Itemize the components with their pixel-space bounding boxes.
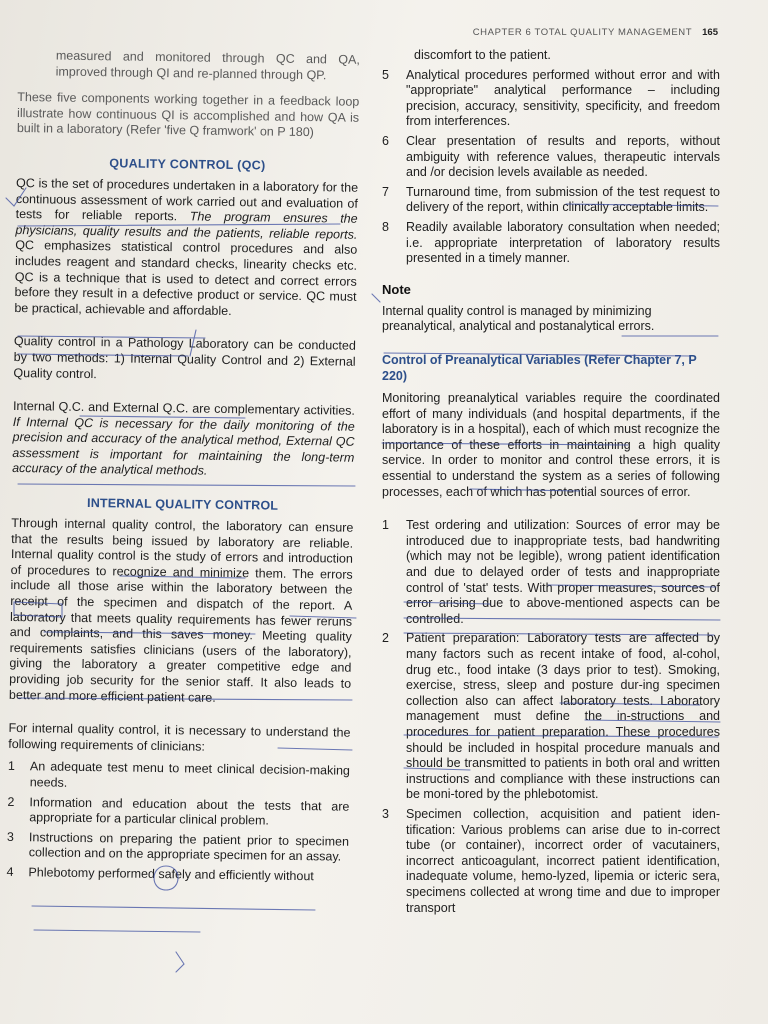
list-item-text: Analytical procedures performed without error and with "appropriate" analytical performance – including precision, accuracy, sensitivity, specificity, and freedom from interferences.: [406, 67, 720, 129]
list-number: 2: [7, 794, 15, 809]
list-number: 7: [382, 184, 389, 199]
requirement-item-7: [382, 185, 720, 216]
list-item-text: Turnaround time, from submission of the test request to delivery of the report, within clinically acceptable limits.: [406, 184, 720, 215]
list-number: 2: [382, 631, 389, 646]
list-item-text: Clear presentation of results and reports, without ambiguity with reference values, therapeutic intervals and /or decision levels available as needed.: [406, 133, 720, 180]
list-item-text: An adequate test menu to meet clinical decision-making needs.: [29, 759, 351, 790]
list-item-text: Patient preparation: Laboratory tests are affected by many factors such as recent intake of food, al-cohol, drug etc., food intake (3 days prior to test). Smoking, exercise, stress, sleep and posture dur-ing specimen collection also can affect laboratory tests. Laboratory management must define the in-structions and procedures for patient preparation. These procedures should be included in hospital procedure manuals and should be transmitted to patients in both oral and written instructions and compliance with these instructions can be moni-tored by the phlebotomist.: [406, 631, 720, 802]
iqc-paragraph: Through internal quality control, the laboratory can ensure that the results being issued by laboratory are reliable. Internal quality control is the study of errors and introduction of procedures to recognize and minimize them. The errors include all those arise within the laboratory between the receipt of the specimen and dispatch of the report. A laboratory that meets quality requirements has fewer reruns and complaints, and this saves money. Meeting quality requirements satisfies clinicians (users of the laboratory), giving the laboratory a greater competitive edge and providing job security for the senior staff. It also leads to better and more efficient patient care.: [8, 516, 354, 705]
list-number: 3: [382, 806, 389, 821]
preanalytical-process-list: [382, 518, 720, 916]
requirement-item-5: [382, 68, 720, 130]
requirement-item-8: [382, 220, 720, 267]
requirement-item-3: [7, 830, 349, 866]
process-item-3: [382, 807, 720, 916]
pen-underline-preparing: [34, 930, 200, 932]
pen-bracket-assay: [176, 952, 184, 972]
preanalytical-paragraph: Monitoring preanalytical variables require the coordinated effort of many individuals (and hospital departments, if the laboratory is in a hospital), each of which must recognize the importance of these efforts in maintaining a high quality service. In order to monitor and control these errors, it is essential to understand the system as a series of following processes, each of which has potential sources of error.: [382, 391, 720, 499]
note-text: Internal quality control is managed by minimizing preanalytical, analytical and postanalytical errors.: [382, 303, 655, 334]
list-item-text: Test ordering and utilization: Sources of error may be introduced due to inappropriate tests, bad handwriting (which may not be legible), wrong patient identification and due to delayed order of tests and inappropriate control of 'stat' tests. With proper measures, sources of error arising due to above-mentioned aspects can be controlled.: [406, 518, 720, 626]
qc-definition-text: QC is the set of procedures undertaken in a laboratory for the continuous assessment of work carried out and evaluation of tests for reliable reports.: [15, 175, 359, 224]
intro-paragraph: measured and monitored through QC and QA, improved through QI and re-planned through QP.: [55, 48, 360, 82]
list-item-text: Phlebotomy performed safely and efficiently without: [28, 865, 314, 884]
pen-margin-tick: [372, 294, 380, 302]
qc-emphasis-text: QC emphasizes statistical control procedures and also includes reagent and standard checks, linearity checks etc. QC is a technique that is used to detect and correct errors before they result in a defective product or service. QC must be practical, achievable and affordable.: [14, 238, 358, 318]
iqc-heading: INTERNAL QUALITY CONTROL: [86, 496, 279, 513]
list-number: 1: [7, 759, 16, 774]
pen-underline-problem: [32, 906, 315, 910]
requirements-list-right: [382, 68, 720, 267]
list-number: 3: [6, 829, 15, 844]
requirement-item-2: [7, 794, 349, 830]
process-item-2: [382, 631, 720, 803]
five-components-paragraph: These five components working together in a feedback loop illustrate how continuous QI is accomplished and how QA is built in a laboratory (Refer 'five Q framwork' on P 180): [16, 90, 360, 140]
requirement-item-1: [8, 759, 350, 795]
running-head: [473, 27, 718, 38]
list-item-text: Instructions on preparing the patient prior to specimen collection and on the appropriate specimen for an assay.: [28, 829, 350, 864]
list-number: 5: [382, 67, 389, 82]
preanalytical-heading: Control of Preanalytical Variables (Refer Chapter 7, P 220): [382, 352, 697, 383]
list-number: 1: [382, 518, 389, 533]
list-number: 6: [382, 133, 389, 148]
list-item-text: Information and education about the tests that are appropriate for a particular clinical problem.: [29, 794, 350, 828]
right-column: [382, 48, 720, 920]
requirement-item-4: [6, 865, 348, 885]
list-item-text: Specimen collection, acquisition and patient iden-tification: Various problems can arise due to in-correct tube (or container), incorrect order of vacutainers, incorrect anticoagulant, incorrect patient identification, inadequate volume, hemo-lyzed, lipemia or icteric sera, specimens collected at wrong time and due to improper transport: [406, 806, 720, 915]
list-item-text: Readily available laboratory consultation when needed; i.e. appropriate interpretation of laboratory results presented in a timely manner.: [406, 219, 720, 266]
left-column: [6, 48, 360, 889]
requirement-item-6: [382, 134, 720, 181]
internal-qc-italic-text: If Internal QC is necessary for the daily monitoring of the precision and accuracy of the analytical method, External QC assessment is important for maintaining the long-term accuracy of the analytical methods.: [12, 414, 355, 479]
requirements-list-left: [6, 759, 350, 885]
list-number: 8: [382, 219, 389, 234]
complementary-text: Internal Q.C. and External Q.C. are complementary activities.: [12, 399, 356, 418]
internal-external-paragraph: [12, 399, 355, 482]
continued-text: discomfort to the patient.: [414, 48, 551, 62]
process-item-1: [382, 518, 720, 627]
qc-heading: QUALITY CONTROL (QC): [109, 156, 266, 173]
note-heading: Note: [382, 281, 411, 297]
list-number: 4: [6, 864, 14, 879]
chapter-title: CHAPTER 6 TOTAL QUALITY MANAGEMENT: [472, 27, 693, 38]
pathology-methods-paragraph: Quality control in a Pathology Laboratory can be conducted by two methods: 1) Internal Quality Control and 2) External Quality control.: [13, 334, 356, 381]
qc-paragraph: [14, 176, 358, 321]
requirements-intro: For internal quality control, it is necessary to understand the following requirements of clinicians:: [8, 721, 351, 754]
page-number: 165: [702, 27, 718, 38]
qc-program-text: The program ensures the physicians, quality results and the patients, reliable reports.: [15, 209, 358, 242]
